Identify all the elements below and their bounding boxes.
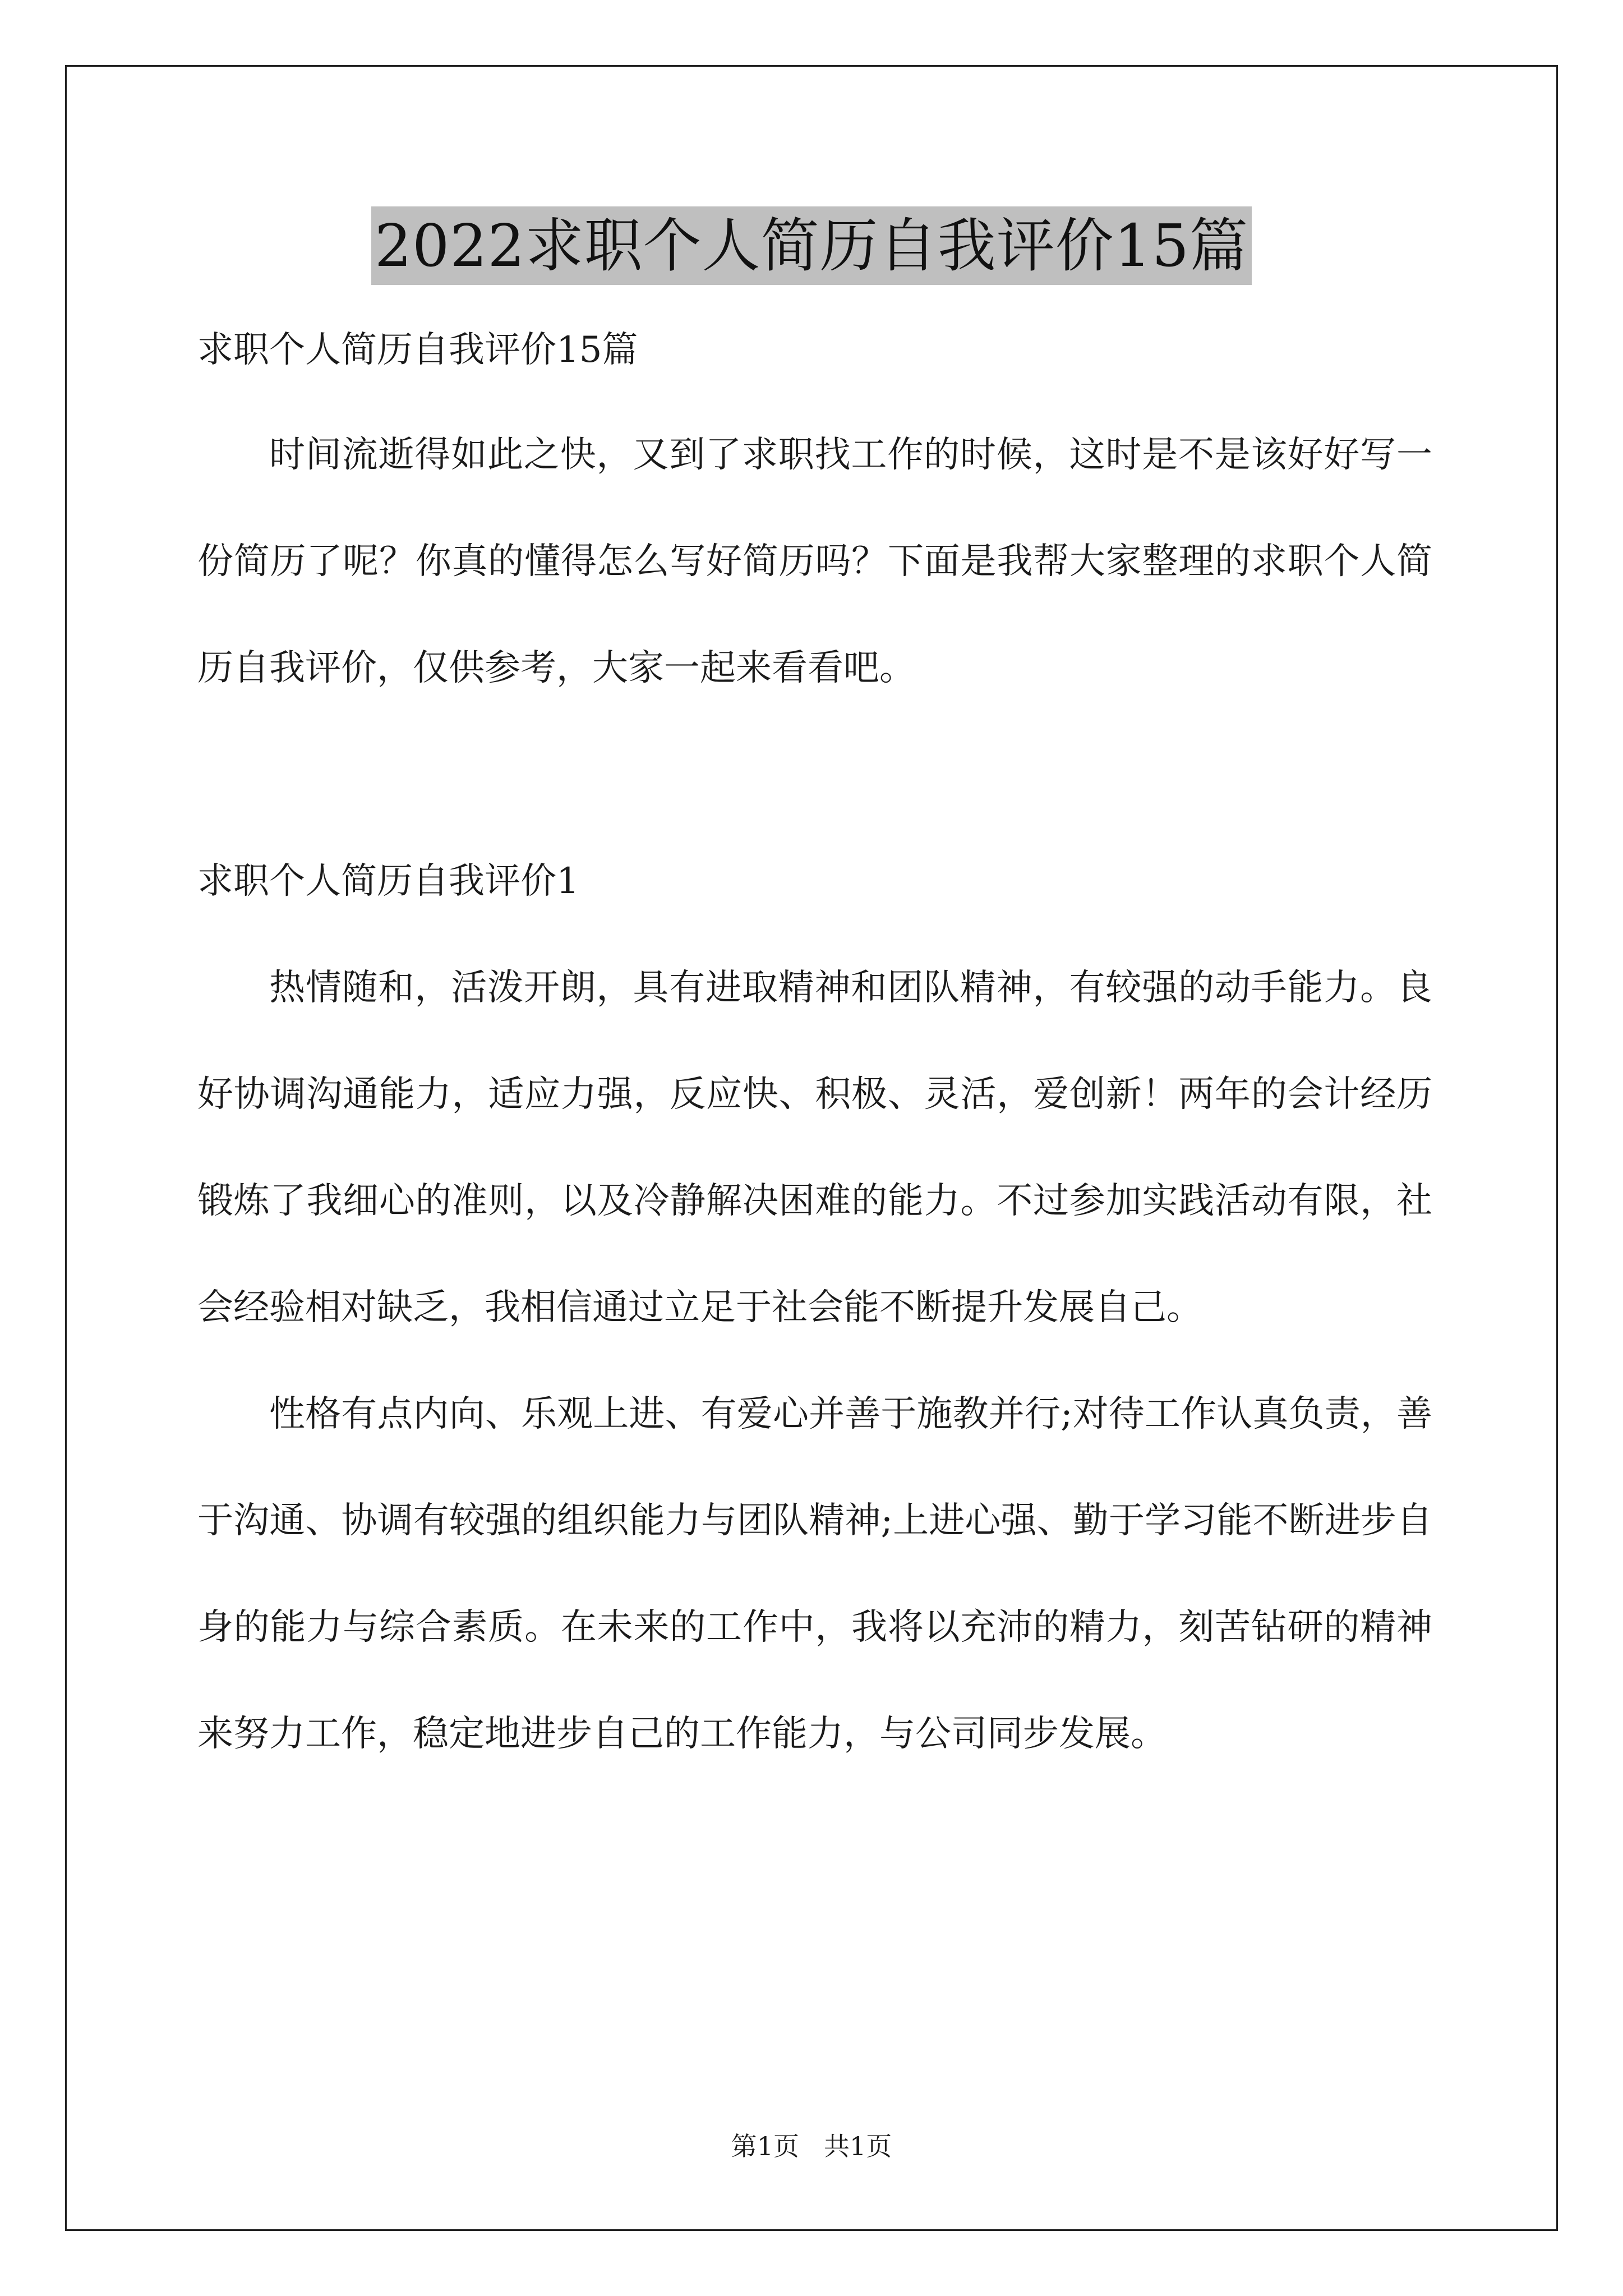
page-footer	[0, 2129, 1623, 2163]
section-heading: 求职个人简历自我评价1	[197, 861, 579, 902]
document-body	[197, 296, 1432, 1787]
document-title: 2022求职个人简历自我评价15篇	[371, 206, 1252, 285]
section-spacer	[197, 721, 1432, 828]
title-container	[0, 206, 1623, 285]
page-number-current: 第1页	[731, 2131, 799, 2161]
document-subtitle: 求职个人简历自我评价15篇	[197, 329, 638, 371]
intro-paragraph: 时间流逝得如此之快，又到了求职找工作的时候，这时是不是该好好写一份简历了呢？你真的懂得怎么写好简历吗？下面是我帮大家整理的求职个人简历自我评价，仅供参考，大家一起来看看吧。	[197, 434, 1432, 689]
section-paragraph: 热情随和，活泼开朗，具有进取精神和团队精神，有较强的动手能力。良好协调沟通能力，适应力强，反应快、积极、灵活，爱创新！两年的会计经历锻炼了我细心的准则，以及冷静解决困难的能力。不过参加实践活动有限，社会经验相对缺乏，我相信通过立足于社会能不断提升发展自己。	[197, 967, 1432, 1328]
page-number-total: 共1页	[824, 2131, 892, 2161]
section-paragraph: 性格有点内向、乐观上进、有爱心并善于施教并行;对待工作认真负责，善于沟通、协调有较强的组织能力与团队精神;上进心强、勤于学习能不断进步自身的能力与综合素质。在未来的工作中，我将以充沛的精力，刻苦钻研的精神来努力工作，稳定地进步自己的工作能力，与公司同步发展。	[197, 1393, 1432, 1755]
